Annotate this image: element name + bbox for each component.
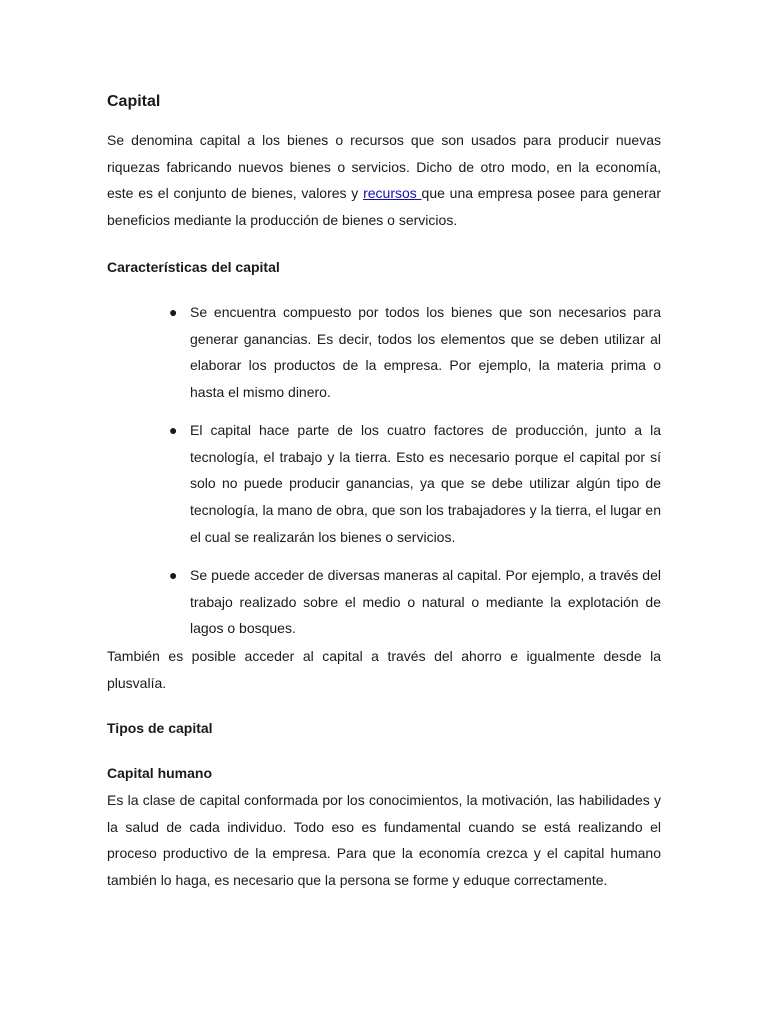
bullet-icon: ●	[169, 422, 178, 438]
human-capital-paragraph: Es la clase de capital conformada por los conocimientos, la motivación, las habilidades y la salud de cada individuo. Todo eso es fundamental cuando se está realizando el proceso productivo de la empresa. Para que la economía crezca y el capital humano también lo haga, es necesario que la persona se forme y eduque correctamente.	[107, 792, 661, 889]
document-title: Capital	[107, 93, 161, 110]
list-item	[169, 417, 661, 551]
list-item	[169, 299, 661, 406]
characteristics-heading: Características del capital	[107, 259, 280, 275]
human-capital-subheading: Capital humano	[107, 765, 213, 781]
intro-paragraph	[107, 127, 661, 234]
list-item-text: El capital hace parte de los cuatro factores de producción, junto a la tecnología, el trabajo y la tierra. Esto es necesario porque el capital por sí solo no puede producir ganancias, ya que se debe utilizar algún tipo de tecnología, la mano de obra, que son los trabajadores y la tierra, el lugar en el cual se realizarán los bienes o servicios.	[190, 422, 661, 545]
recursos-link[interactable]: recursos	[363, 185, 422, 202]
characteristics-closing-paragraph: También es posible acceder al capital a través del ahorro e igualmente desde la plusvalía.	[107, 648, 661, 691]
intro-text-after-link: que una empresa posee para generar beneficios mediante la producción de bienes o servicios.	[107, 185, 661, 229]
types-heading: Tipos de capital	[107, 720, 213, 736]
list-item-text: Se encuentra compuesto por todos los bienes que son necesarios para generar ganancias. Es decir, todos los elementos que se deben utilizar al elaborar los productos de la empresa. Por ejemplo, la materia prima o hasta el mismo dinero.	[190, 304, 661, 401]
bullet-icon: ●	[169, 304, 178, 320]
bullet-icon: ●	[169, 567, 178, 583]
list-item-text: Se puede acceder de diversas maneras al capital. Por ejemplo, a través del trabajo realizado sobre el medio o natural o mediante la explotación de lagos o bosques.	[190, 567, 661, 637]
list-item	[169, 562, 661, 642]
intro-text-before-link: Se denomina capital a los bienes o recursos que son usados para producir nuevas riquezas fabricando nuevos bienes o servicios. Dicho de otro modo, en la economía, este es el conjunto de bienes, valores y	[107, 132, 661, 202]
